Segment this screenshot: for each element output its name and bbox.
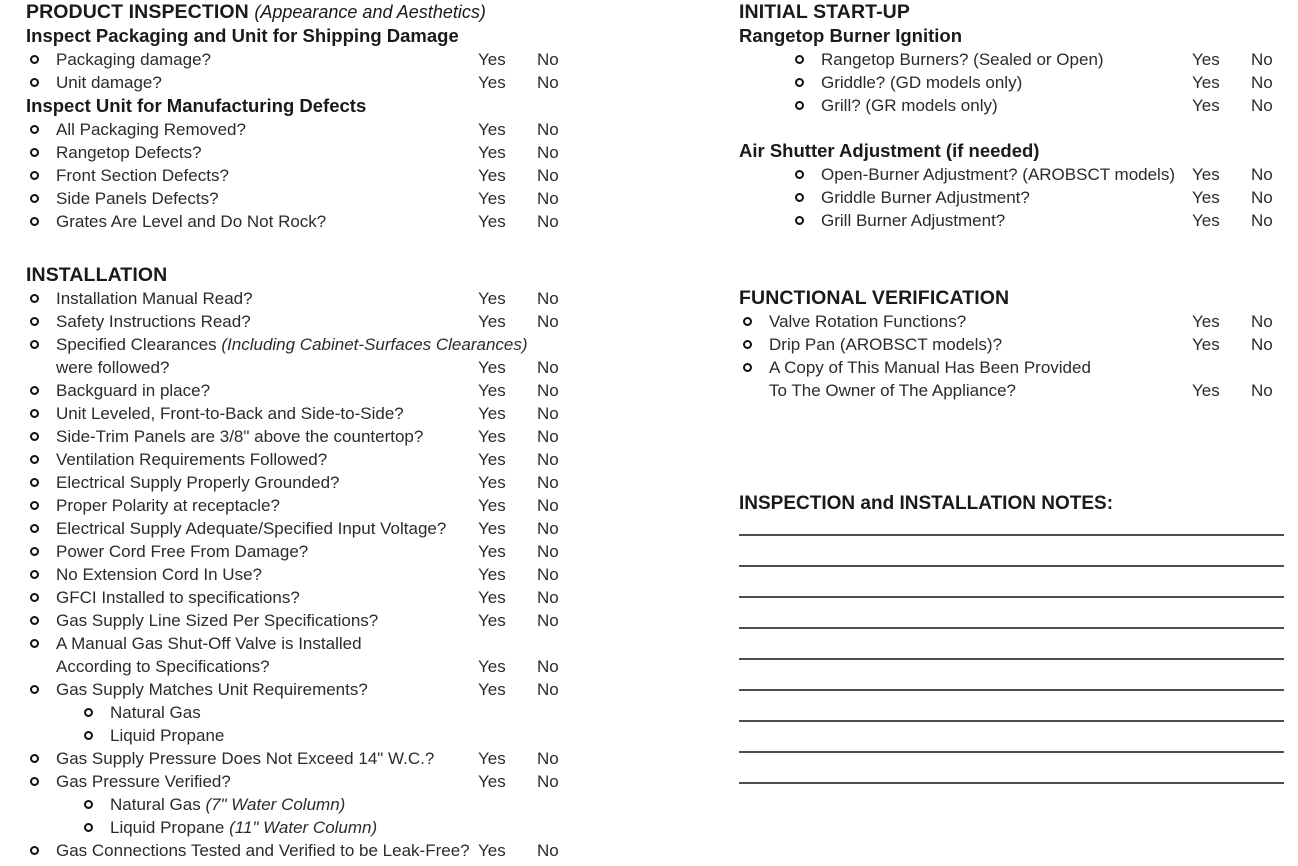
checklist-label: Gas Supply Matches Unit Requirements? — [56, 680, 368, 699]
yes-option[interactable]: Yes — [478, 381, 506, 400]
section-title-functional-verification: FUNCTIONAL VERIFICATION — [739, 287, 1010, 309]
checkbox-circle-icon[interactable] — [84, 708, 93, 717]
checklist-label: GFCI Installed to specifications? — [56, 588, 300, 607]
checklist-row[interactable] — [26, 164, 602, 187]
notes-title: INSPECTION and INSTALLATION NOTES: — [739, 493, 1114, 514]
yes-option[interactable]: Yes — [478, 427, 506, 446]
note-line[interactable] — [739, 720, 1284, 722]
checklist-subrow[interactable] — [739, 163, 1284, 186]
checklist-row[interactable] — [26, 839, 602, 862]
checklist-label: Electrical Supply Adequate/Specified Input Voltage? — [56, 519, 447, 538]
checklist-row-continuation[interactable] — [26, 356, 602, 379]
no-option[interactable]: No — [537, 749, 559, 768]
no-option[interactable]: No — [537, 565, 559, 584]
checklist-subrow[interactable] — [26, 793, 602, 816]
checkbox-circle-icon[interactable] — [30, 639, 39, 648]
yes-option[interactable]: Yes — [1192, 381, 1220, 400]
checklist-label: Gas Supply Pressure Does Not Exceed 14" W.C.? — [56, 749, 435, 768]
checkbox-circle-icon[interactable] — [30, 432, 39, 441]
no-option[interactable]: No — [537, 542, 559, 561]
no-option[interactable]: No — [537, 73, 559, 92]
yes-option[interactable]: Yes — [478, 841, 506, 860]
yes-option[interactable]: Yes — [478, 73, 506, 92]
yes-option[interactable]: Yes — [1192, 96, 1220, 115]
note-line[interactable] — [739, 565, 1284, 567]
checkbox-circle-icon[interactable] — [30, 78, 39, 87]
checklist-label: According to Specifications? — [56, 657, 270, 676]
left-column — [26, 0, 602, 862]
checkbox-circle-icon[interactable] — [30, 547, 39, 556]
checklist-label: Unit damage? — [56, 73, 162, 92]
checklist-label: Drip Pan (AROBSCT models)? — [769, 335, 1003, 354]
spacer — [739, 232, 1284, 286]
checklist-row[interactable] — [26, 379, 602, 402]
checklist-sub-label: Natural Gas — [110, 703, 201, 722]
shipping-damage-items — [26, 48, 602, 94]
checklist-label — [56, 333, 528, 356]
no-option[interactable]: No — [537, 289, 559, 308]
checkbox-circle-icon[interactable] — [30, 524, 39, 533]
no-option[interactable]: No — [537, 381, 559, 400]
heading-shipping-damage: Inspect Packaging and Unit for Shipping Damage — [26, 25, 459, 46]
checklist-subrow[interactable] — [739, 186, 1284, 209]
no-option[interactable]: No — [1251, 165, 1273, 184]
yes-option[interactable]: Yes — [478, 565, 506, 584]
checklist-row[interactable] — [26, 770, 602, 793]
checkbox-circle-icon[interactable] — [743, 340, 752, 349]
checklist-subrow[interactable] — [739, 94, 1284, 117]
checkbox-circle-icon[interactable] — [30, 616, 39, 625]
checkbox-circle-icon[interactable] — [84, 823, 93, 832]
no-option[interactable]: No — [537, 611, 559, 630]
spacer — [739, 402, 1284, 492]
checklist-row[interactable] — [739, 310, 1284, 333]
no-option[interactable]: No — [537, 312, 559, 331]
note-line[interactable] — [739, 627, 1284, 629]
checklist-subrow[interactable] — [739, 209, 1284, 232]
yes-option[interactable]: Yes — [478, 680, 506, 699]
rangetop-ignition-items — [739, 48, 1284, 117]
checklist-label: Packaging damage? — [56, 50, 212, 69]
checkbox-circle-icon[interactable] — [30, 194, 39, 203]
checklist-sub-label — [110, 793, 345, 816]
yes-option[interactable]: Yes — [1192, 165, 1220, 184]
checklist-label: Gas Connections Tested and Verified to be Leak-Free? — [56, 841, 470, 860]
checkbox-circle-icon[interactable] — [30, 217, 39, 226]
note-line[interactable] — [739, 658, 1284, 660]
checkbox-circle-icon[interactable] — [30, 777, 39, 786]
checkbox-circle-icon[interactable] — [30, 593, 39, 602]
yes-option[interactable]: Yes — [1192, 211, 1220, 230]
note-line[interactable] — [739, 534, 1284, 536]
no-option[interactable]: No — [1251, 73, 1273, 92]
no-option[interactable]: No — [537, 473, 559, 492]
no-option[interactable]: No — [1251, 211, 1273, 230]
checklist-sub-label: Griddle? (GD models only) — [821, 73, 1023, 92]
manufacturing-defects-items — [26, 118, 602, 233]
checklist-row-continuation[interactable] — [739, 379, 1284, 402]
checklist-sub-label: Rangetop Burners? (Sealed or Open) — [821, 50, 1104, 69]
checklist-label: Power Cord Free From Damage? — [56, 542, 309, 561]
checklist-subrow[interactable] — [739, 48, 1284, 71]
checklist-row[interactable] — [26, 632, 602, 655]
yes-option[interactable]: Yes — [478, 588, 506, 607]
spacer — [739, 117, 1284, 139]
no-option[interactable]: No — [1251, 335, 1273, 354]
note-line[interactable] — [739, 751, 1284, 753]
checklist-row[interactable] — [26, 210, 602, 233]
checkbox-circle-icon[interactable] — [30, 340, 39, 349]
checkbox-circle-icon[interactable] — [30, 570, 39, 579]
checklist-label: Gas Pressure Verified? — [56, 772, 231, 791]
checklist-row[interactable] — [26, 678, 602, 701]
no-option[interactable]: No — [1251, 50, 1273, 69]
checklist-subrow[interactable] — [26, 701, 602, 724]
checklist-label: A Manual Gas Shut-Off Valve is Installed — [56, 634, 362, 653]
checklist-label: Installation Manual Read? — [56, 289, 253, 308]
checklist-label: Backguard in place? — [56, 381, 211, 400]
yes-option[interactable]: Yes — [478, 519, 506, 538]
no-option[interactable]: No — [537, 427, 559, 446]
air-shutter-items — [739, 163, 1284, 232]
checklist-sub-label-text: Natural Gas — [110, 795, 206, 814]
checkbox-circle-icon[interactable] — [743, 317, 752, 326]
no-option[interactable]: No — [537, 404, 559, 423]
checkbox-circle-icon[interactable] — [30, 754, 39, 763]
section-title-installation: INSTALLATION — [26, 264, 168, 286]
yes-option[interactable]: Yes — [478, 450, 506, 469]
no-option[interactable]: No — [1251, 188, 1273, 207]
checklist-row[interactable] — [26, 517, 602, 540]
yes-option[interactable]: Yes — [478, 404, 506, 423]
yes-option[interactable]: Yes — [478, 50, 506, 69]
checkbox-circle-icon[interactable] — [30, 125, 39, 134]
checklist-label: Gas Supply Line Sized Per Specifications? — [56, 611, 379, 630]
checklist-label: Grates Are Level and Do Not Rock? — [56, 212, 327, 231]
checklist-subrow[interactable] — [26, 816, 602, 839]
checklist-row[interactable] — [26, 287, 602, 310]
checklist-sub-label-italic: (7" Water Column) — [205, 795, 346, 814]
checklist-subrow[interactable] — [26, 724, 602, 747]
checkbox-circle-icon[interactable] — [30, 846, 39, 855]
no-option[interactable]: No — [537, 657, 559, 676]
checklist-label: Side Panels Defects? — [56, 189, 219, 208]
no-option[interactable]: No — [537, 120, 559, 139]
checkbox-circle-icon[interactable] — [795, 193, 804, 202]
checklist-row[interactable] — [26, 747, 602, 770]
notes-lines-container[interactable] — [739, 534, 1284, 784]
yes-option[interactable]: Yes — [478, 657, 506, 676]
yes-option[interactable]: Yes — [478, 312, 506, 331]
checklist-label: All Packaging Removed? — [56, 120, 246, 139]
no-option[interactable]: No — [537, 143, 559, 162]
no-option[interactable]: No — [537, 496, 559, 515]
no-option[interactable]: No — [537, 841, 559, 860]
checklist-label: Electrical Supply Properly Grounded? — [56, 473, 340, 492]
checklist-row[interactable] — [26, 141, 602, 164]
checkbox-circle-icon[interactable] — [30, 294, 39, 303]
no-option[interactable]: No — [537, 166, 559, 185]
checklist-row[interactable] — [26, 540, 602, 563]
checklist-label: Front Section Defects? — [56, 166, 229, 185]
checkbox-circle-icon[interactable] — [795, 101, 804, 110]
checklist-label-italic: (Including Cabinet-Surfaces Clearances) — [221, 335, 528, 354]
checklist-row[interactable] — [26, 310, 602, 333]
checklist-row[interactable] — [26, 609, 602, 632]
checkbox-circle-icon[interactable] — [30, 501, 39, 510]
checklist-sub-label: Grill Burner Adjustment? — [821, 211, 1006, 230]
checklist-sub-label-text: Liquid Propane — [110, 818, 230, 837]
no-option[interactable]: No — [537, 519, 559, 538]
checklist-label: Side-Trim Panels are 3/8" above the countertop? — [56, 427, 424, 446]
no-option[interactable]: No — [537, 50, 559, 69]
checkbox-circle-icon[interactable] — [795, 55, 804, 64]
heading-rangetop-burner-ignition: Rangetop Burner Ignition — [739, 25, 963, 46]
no-option[interactable]: No — [537, 189, 559, 208]
checkbox-circle-icon[interactable] — [795, 216, 804, 225]
checklist-label: Rangetop Defects? — [56, 143, 202, 162]
checkbox-circle-icon[interactable] — [795, 170, 804, 179]
checklist-sub-label — [110, 816, 377, 839]
checklist-row[interactable] — [26, 118, 602, 141]
checklist-row[interactable] — [26, 586, 602, 609]
no-option[interactable]: No — [537, 212, 559, 231]
yes-option[interactable]: Yes — [1192, 335, 1220, 354]
yes-option[interactable]: Yes — [478, 143, 506, 162]
checkbox-circle-icon[interactable] — [30, 386, 39, 395]
checklist-sub-label: Liquid Propane — [110, 726, 225, 745]
checklist-row[interactable] — [26, 494, 602, 517]
checklist-row[interactable] — [26, 48, 602, 71]
checklist-label: Ventilation Requirements Followed? — [56, 450, 328, 469]
section-title-initial-startup: INITIAL START-UP — [739, 1, 910, 23]
checkbox-circle-icon[interactable] — [30, 409, 39, 418]
no-option[interactable]: No — [537, 450, 559, 469]
checklist-sub-label: Open-Burner Adjustment? (AROBSCT models) — [821, 165, 1175, 184]
yes-option[interactable]: Yes — [478, 496, 506, 515]
note-line[interactable] — [739, 782, 1284, 784]
yes-option[interactable]: Yes — [478, 120, 506, 139]
checklist-row[interactable] — [26, 563, 602, 586]
checklist-row[interactable] — [26, 425, 602, 448]
checkbox-circle-icon[interactable] — [30, 148, 39, 157]
checklist-row[interactable] — [26, 333, 602, 356]
checkbox-circle-icon[interactable] — [30, 317, 39, 326]
installation-items — [26, 287, 602, 862]
checklist-label: Safety Instructions Read? — [56, 312, 251, 331]
checkbox-circle-icon[interactable] — [30, 171, 39, 180]
yes-option[interactable]: Yes — [478, 611, 506, 630]
no-option[interactable]: No — [537, 588, 559, 607]
product-inspection-title-subtext: (Appearance and Aesthetics) — [254, 2, 486, 22]
checklist-label: To The Owner of The Appliance? — [769, 381, 1016, 400]
checklist-subrow[interactable] — [739, 71, 1284, 94]
checklist-label: Unit Leveled, Front-to-Back and Side-to-Side? — [56, 404, 404, 423]
checklist-label: were followed? — [56, 358, 170, 377]
checklist-label: Proper Polarity at receptacle? — [56, 496, 280, 515]
yes-option[interactable]: Yes — [478, 358, 506, 377]
no-option[interactable]: No — [537, 772, 559, 791]
checklist-label: A Copy of This Manual Has Been Provided — [769, 358, 1091, 377]
checkbox-circle-icon[interactable] — [84, 800, 93, 809]
yes-option[interactable]: Yes — [478, 166, 506, 185]
checklist-row[interactable] — [26, 402, 602, 425]
checkbox-circle-icon[interactable] — [30, 55, 39, 64]
heading-air-shutter-adjustment: Air Shutter Adjustment (if needed) — [739, 140, 1040, 161]
checklist-row[interactable] — [739, 333, 1284, 356]
checklist-label: Valve Rotation Functions? — [769, 312, 967, 331]
no-option[interactable]: No — [1251, 312, 1273, 331]
checklist-label-text: Specified Clearances — [56, 335, 222, 354]
checkbox-circle-icon[interactable] — [84, 731, 93, 740]
yes-option[interactable]: Yes — [1192, 50, 1220, 69]
spacer — [26, 233, 602, 263]
note-line[interactable] — [739, 596, 1284, 598]
yes-option[interactable]: Yes — [478, 289, 506, 308]
checklist-label: No Extension Cord In Use? — [56, 565, 262, 584]
checklist-row[interactable] — [26, 187, 602, 210]
yes-option[interactable]: Yes — [478, 473, 506, 492]
yes-option[interactable]: Yes — [478, 212, 506, 231]
checklist-row[interactable] — [739, 356, 1284, 379]
checkbox-circle-icon[interactable] — [743, 363, 752, 372]
yes-option[interactable]: Yes — [1192, 312, 1220, 331]
yes-option[interactable]: Yes — [478, 772, 506, 791]
checkbox-circle-icon[interactable] — [30, 478, 39, 487]
section-title-product-inspection — [26, 0, 602, 24]
checkbox-circle-icon[interactable] — [795, 78, 804, 87]
yes-option[interactable]: Yes — [478, 189, 506, 208]
yes-option[interactable]: Yes — [478, 749, 506, 768]
checklist-sub-label: Grill? (GR models only) — [821, 96, 998, 115]
no-option[interactable]: No — [1251, 96, 1273, 115]
checkbox-circle-icon[interactable] — [30, 685, 39, 694]
yes-option[interactable]: Yes — [1192, 73, 1220, 92]
no-option[interactable]: No — [537, 358, 559, 377]
yes-option[interactable]: Yes — [478, 542, 506, 561]
note-line[interactable] — [739, 689, 1284, 691]
functional-verification-items — [739, 310, 1284, 402]
checkbox-circle-icon[interactable] — [30, 455, 39, 464]
checklist-sub-label: Griddle Burner Adjustment? — [821, 188, 1030, 207]
right-column — [739, 0, 1284, 813]
checklist-sub-label-italic: (11" Water Column) — [229, 818, 378, 837]
no-option[interactable]: No — [1251, 381, 1273, 400]
checklist-row[interactable] — [26, 71, 602, 94]
yes-option[interactable]: Yes — [1192, 188, 1220, 207]
checklist-row[interactable] — [26, 448, 602, 471]
product-inspection-title-text: PRODUCT INSPECTION — [26, 1, 249, 23]
no-option[interactable]: No — [537, 680, 559, 699]
checklist-row-continuation[interactable] — [26, 655, 602, 678]
heading-manufacturing-defects: Inspect Unit for Manufacturing Defects — [26, 95, 367, 116]
checklist-row[interactable] — [26, 471, 602, 494]
